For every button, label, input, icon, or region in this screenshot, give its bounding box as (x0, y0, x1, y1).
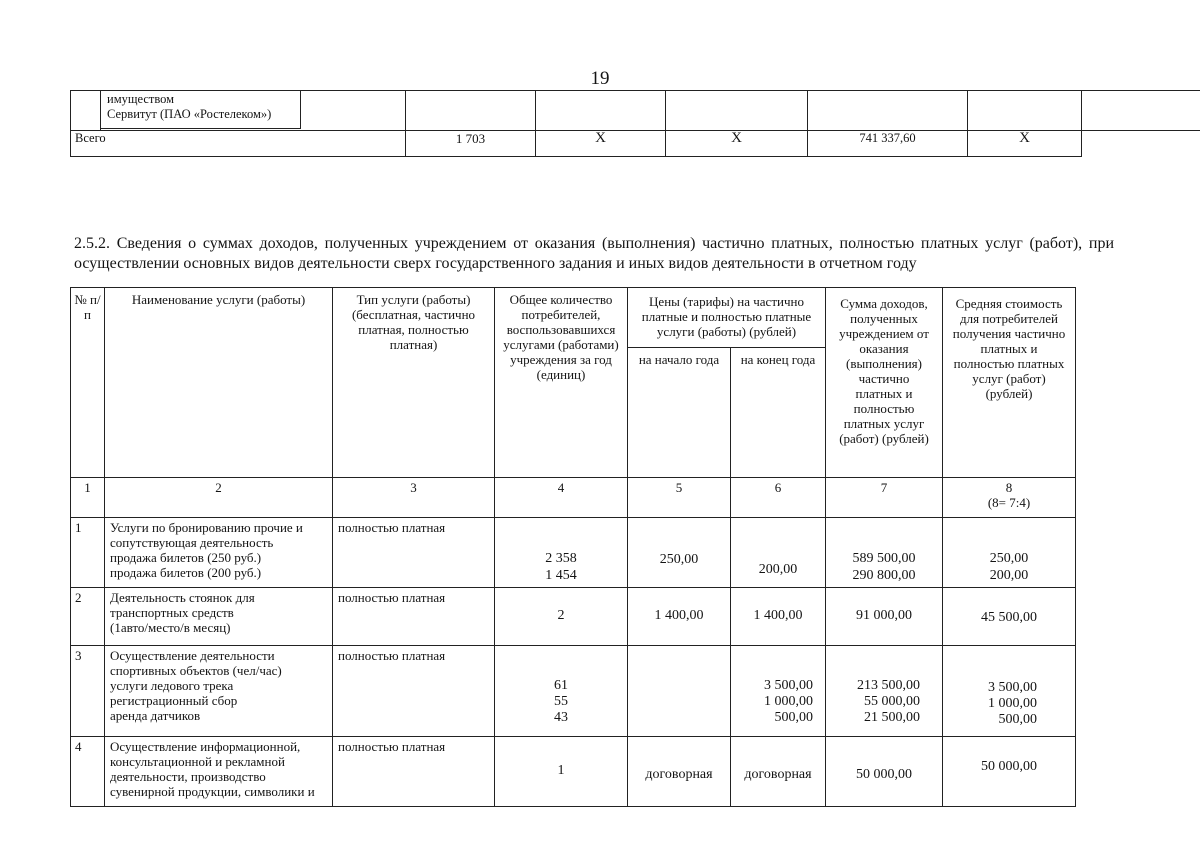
row-name (105, 646, 333, 737)
row-count (495, 518, 628, 588)
service-name: Осуществление деятельности спортивных объектов (чел/час) (110, 648, 282, 678)
row-price-start: 1 400,00 (628, 588, 731, 646)
row-name: Осуществление информационной, консультационной и рекламной деятельности, производство сувенирной продукции, символики и (105, 737, 333, 807)
price-end-1: 3 500,00 (764, 678, 813, 693)
header-type: Тип услуги (работы) (бесплатная, частично платная, полностью платная) (333, 288, 495, 478)
index-4: 4 (495, 478, 628, 518)
price-end-3: 500,00 (774, 710, 813, 725)
avg-3: 500,00 (998, 712, 1037, 727)
cell-name (101, 91, 406, 131)
total-income: 741 337,60 (808, 131, 968, 157)
index-5: 5 (628, 478, 731, 518)
row-price-end: 200,00 (731, 518, 826, 588)
table-row (71, 91, 1200, 131)
service-sub-3: аренда датчиков (110, 708, 201, 723)
index-6: 6 (731, 478, 826, 518)
service-sub-1: услуги ледового трека (110, 678, 234, 693)
row-name (105, 588, 333, 646)
income-2: 55 000,00 (864, 694, 920, 709)
row-type: полностью платная (333, 588, 495, 646)
income-table (70, 287, 1076, 807)
row-price-start: 250,00 (628, 518, 731, 588)
row-name (105, 518, 333, 588)
service-sub-1: (1авто/место/в месяц) (110, 620, 231, 635)
total-avg: Х (968, 131, 1082, 157)
count-3: 43 (554, 710, 568, 725)
index-row (71, 478, 1076, 518)
index-1: 1 (71, 478, 105, 518)
avg-1: 250,00 (989, 551, 1029, 566)
table-row-total (71, 131, 1200, 157)
row-price-start: договорная (628, 737, 731, 807)
table-row (71, 518, 1076, 588)
row-type: полностью платная (333, 737, 495, 807)
section-heading: 2.5.2. Сведения о суммах доходов, полученных учреждением от оказания (выполнения) частично платных, полностью платных услуг (работ), при осуществлении основных видов деятельности сверх государственного задания и иных видов деятельности в отчетном году (74, 235, 1114, 272)
count-1: 2 358 (545, 551, 577, 566)
row-income: 50 000,00 (826, 737, 943, 807)
index-7: 7 (826, 478, 943, 518)
row-num: 1 (71, 518, 105, 588)
header-avg: Средняя стоимость для потребителей получения частично платных и полностью платных услуг (работ) (рублей) (943, 288, 1076, 478)
count-1: 61 (554, 678, 568, 693)
row-price-start (628, 646, 731, 737)
name-line-2: Сервитут (ПАО «Ростелеком») (107, 107, 272, 121)
service-sub-2: регистрационный сбор (110, 693, 238, 708)
table-row (71, 588, 1076, 646)
row-avg: 45 500,00 (943, 588, 1076, 646)
index-3: 3 (333, 478, 495, 518)
top-table (70, 90, 1200, 157)
row-income: 91 000,00 (826, 588, 943, 646)
income-1: 589 500,00 (852, 551, 916, 566)
row-count: 1 (495, 737, 628, 807)
avg-2: 1 000,00 (988, 696, 1037, 711)
income-1: 213 500,00 (857, 678, 920, 693)
row-price-end (731, 646, 826, 737)
row-type: полностью платная (333, 518, 495, 588)
row-avg: 50 000,00 (943, 737, 1076, 807)
row-num: 3 (71, 646, 105, 737)
count-2: 1 454 (545, 568, 577, 583)
row-avg (943, 518, 1076, 588)
income-3: 21 500,00 (864, 710, 920, 725)
header-name: Наименование услуги (работы) (105, 288, 333, 478)
index-8-formula: (8= 7:4) (987, 495, 1031, 510)
row-avg (943, 646, 1076, 737)
row-num: 4 (71, 737, 105, 807)
count-2: 55 (554, 694, 568, 709)
row-price-end: 1 400,00 (731, 588, 826, 646)
total-price-end: Х (666, 131, 808, 157)
page-number: 19 (590, 68, 610, 89)
row-income (826, 646, 943, 737)
service-name: Услуги по бронированию прочие и сопутствующая деятельность (110, 520, 303, 550)
name-line-1: имуществом (107, 92, 175, 106)
row-income (826, 518, 943, 588)
avg-1: 3 500,00 (988, 680, 1037, 695)
service-name: Деятельность стоянок для транспортных средств (110, 590, 255, 620)
income-2: 290 800,00 (852, 568, 916, 583)
header-row-1 (71, 288, 1076, 348)
cell-num (71, 91, 101, 131)
index-2: 2 (105, 478, 333, 518)
header-price-end: на конец года (731, 348, 826, 478)
service-sub-2: продажа билетов (200 руб.) (110, 565, 262, 580)
table-row (71, 737, 1076, 807)
header-count: Общее количество потребителей, воспользовавшихся услугами (работами) учреждения за год (единиц) (495, 288, 628, 478)
row-num: 2 (71, 588, 105, 646)
service-sub-1: продажа билетов (250 руб.) (110, 550, 262, 565)
total-price-start: Х (536, 131, 666, 157)
table-row (71, 646, 1076, 737)
row-count (495, 646, 628, 737)
row-count: 2 (495, 588, 628, 646)
index-8-number: 8 (1005, 480, 1013, 495)
price-end-2: 1 000,00 (764, 694, 813, 709)
header-price-start: на начало года (628, 348, 731, 478)
avg-2: 200,00 (989, 568, 1029, 583)
total-label: Всего (71, 131, 406, 157)
total-count: 1 703 (406, 131, 536, 157)
header-num: № п/п (71, 288, 105, 478)
row-type: полностью платная (333, 646, 495, 737)
index-8 (943, 478, 1076, 518)
header-income: Сумма доходов, полученных учреждением от оказания (выполнения) частично платных и полностью платных услуг (работ) (рублей) (826, 288, 943, 478)
header-prices: Цены (тарифы) на частично платные и полностью платные услуги (работы) (рублей) (628, 288, 826, 348)
row-price-end: договорная (731, 737, 826, 807)
